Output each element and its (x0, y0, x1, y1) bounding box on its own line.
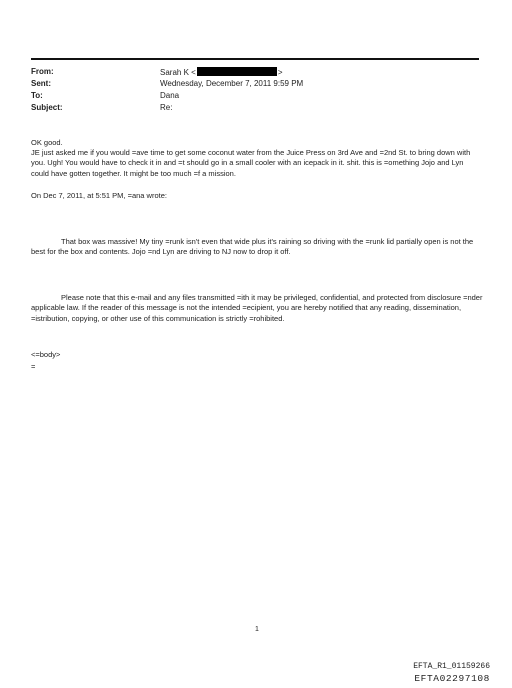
redaction-bar (197, 67, 277, 76)
subject-value: Re: (160, 103, 173, 112)
subject-label: Subject: (31, 103, 63, 112)
greeting-line: OK good. (31, 138, 63, 147)
quoted-message: That box was massive! My tiny =runk isn't even that wide plus it's raining so driving with the =runk lid partially open is not the best for the box and contents. Jojo =nd Lyn are driving to NJ now to drop it off. (31, 237, 474, 257)
sent-label: Sent: (31, 79, 51, 88)
body-tag-text: <=body> (31, 350, 61, 359)
page-number: 1 (255, 626, 259, 633)
to-label: To: (31, 91, 43, 100)
from-label: From: (31, 67, 54, 76)
from-suffix: > (277, 68, 283, 77)
bates-number-small: EFTA_R1_01159266 (413, 662, 490, 671)
equals-text: = (31, 362, 36, 371)
from-name: Sarah K < (160, 68, 196, 77)
header-rule (31, 58, 479, 60)
from-value (160, 67, 282, 78)
quote-intro: On Dec 7, 2011, at 5:51 PM, =ana wrote: (31, 191, 167, 200)
to-value: Dana (160, 91, 180, 100)
sent-value: Wednesday, December 7, 2011 9:59 PM (160, 79, 304, 88)
message-paragraph: JE just asked me if you would =ave time to get some coconut water from the Juice Press on 3rd Ave and =2nd St. to bring down with you. Ugh! You would have to check it in and =t should go in a small cooler with an icepack in it. shit. this is =omething Jojo and Lyn could have gotten together. It might be too much =f a mission. (31, 148, 471, 178)
confidentiality-disclaimer: Please note that this e-mail and any files transmitted =ith it may be privileged, confidential, and protected from disclosure =nder applicable law. If the reader of this message is not the intended =ecipient, you are hereby notified that any reading, dissemination, =istribution, copying, or other use of this communication is strictly =rohibited. (31, 293, 483, 323)
bates-number-large: EFTA02297108 (414, 673, 490, 684)
